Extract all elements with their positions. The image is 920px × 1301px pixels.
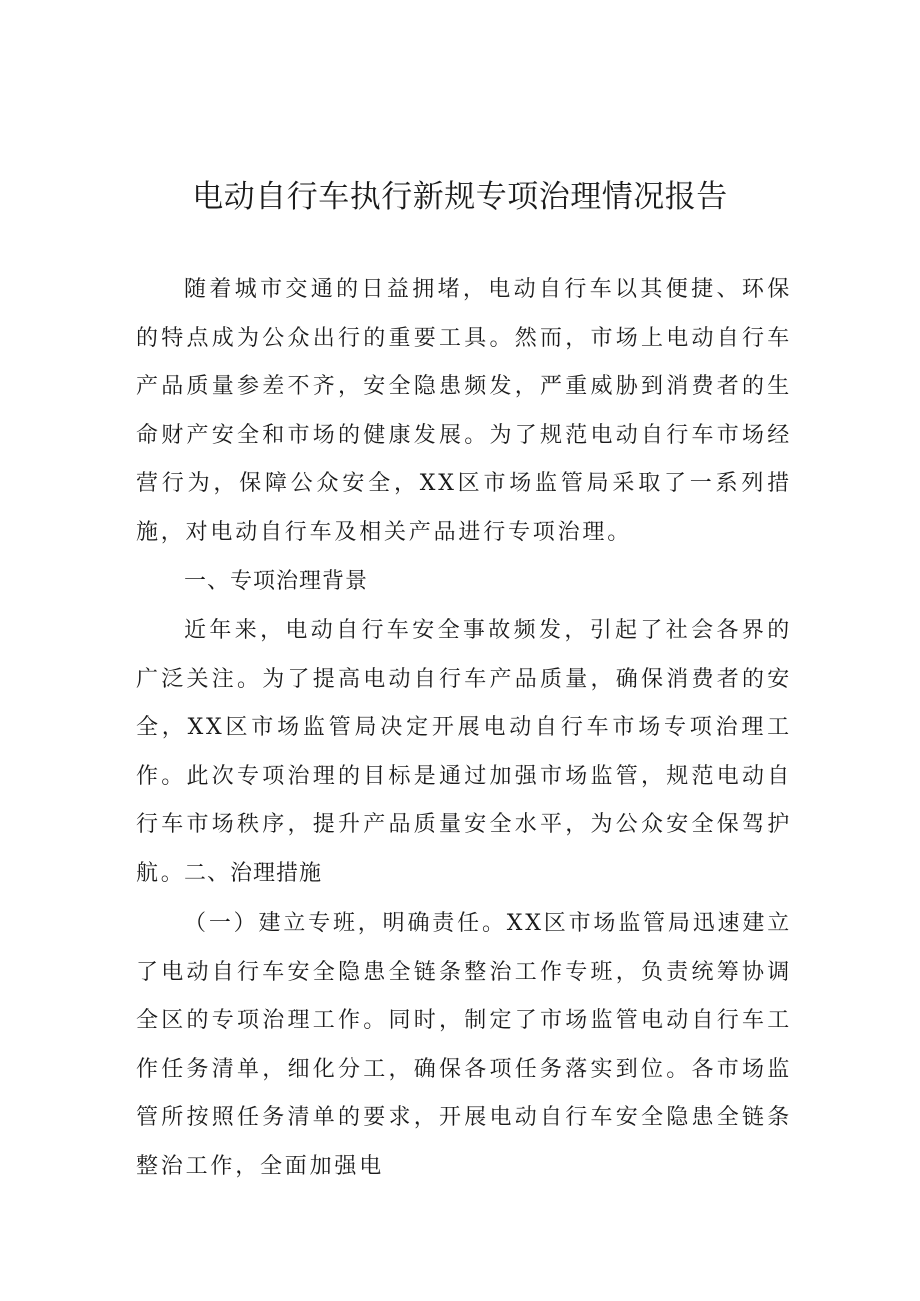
document-title: 电动自行车执行新规专项治理情况报告 bbox=[192, 179, 728, 215]
section-paragraph-measures: （一）建立专班，明确责任。XX区市场监管局迅速建立了电动自行车安全隐患全链条整治工作专班，负责统筹协调全区的专项治理工作。同时，制定了市场监管电动自行车工作任务清单，细化分工，确保各项任务落实到位。各市场监管所按照任务清单的要求，开展电动自行车安全隐患全链条整治工作，全面加强电 bbox=[136, 911, 792, 1179]
section-heading-measures: 二、治理措施 bbox=[184, 861, 323, 886]
section-heading-background: 一、专项治理背景 bbox=[184, 569, 369, 594]
intro-paragraph: 随着城市交通的日益拥堵，电动自行车以其便捷、环保的特点成为公众出行的重要工具。然而，市场上电动自行车产品质量参差不齐，安全隐患频发，严重威胁到消费者的生命财产安全和市场的健康发展。为了规范电动自行车市场经营行为，保障公众安全，XX区市场监管局采取了一系列措施，对电动自行车及相关产品进行专项治理。 bbox=[136, 277, 792, 545]
section-paragraph-background: 近年来，电动自行车安全事故频发，引起了社会各界的广泛关注。为了提高电动自行车产品质量，确保消费者的安全，XX区市场监管局决定开展电动自行车市场专项治理工作。此次专项治理的目标是通过加强市场监管，规范电动自行车市场秩序，提升产品质量安全水平，为公众安全保驾护航。 bbox=[136, 618, 792, 886]
